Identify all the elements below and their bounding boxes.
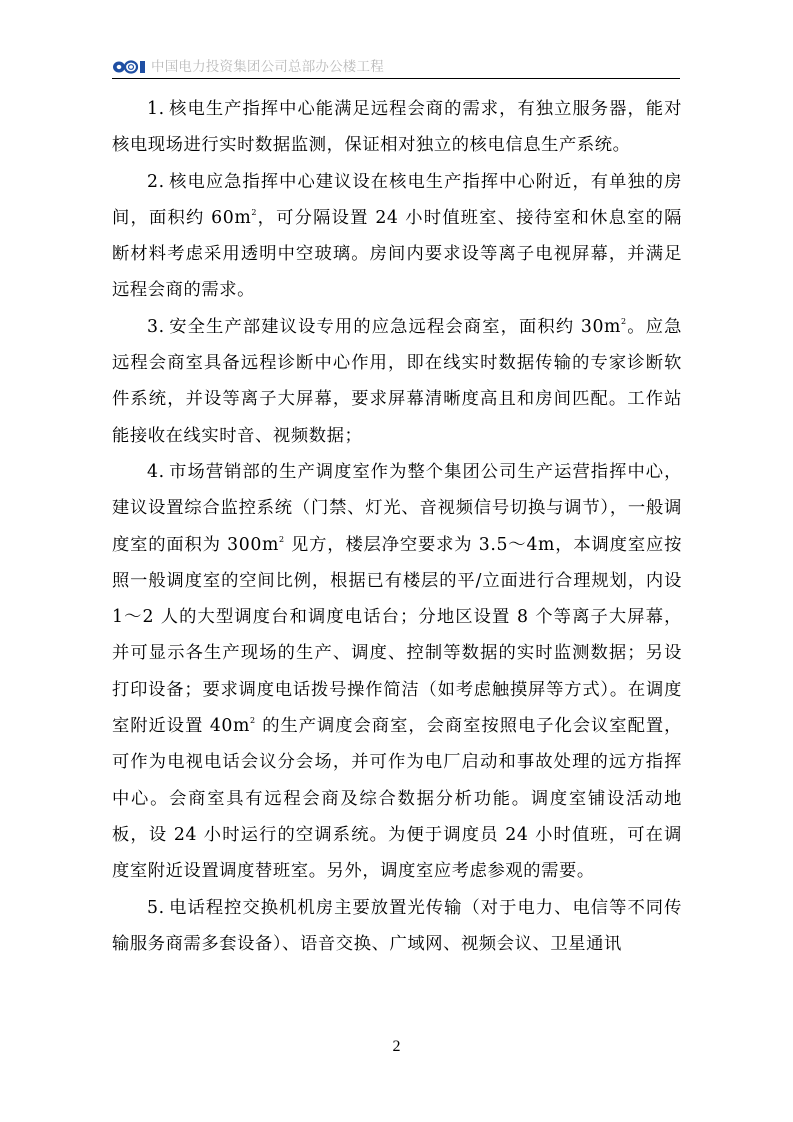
superscript: 2	[250, 716, 256, 726]
paragraph-number: 3.	[147, 316, 165, 337]
paragraph-number: 2.	[147, 171, 165, 192]
paragraph-number: 5.	[147, 897, 165, 918]
document-body	[112, 91, 682, 962]
paragraph-5	[112, 890, 682, 963]
superscript: 2	[251, 207, 258, 217]
paragraph-text: 见方，楼层净空要求为 3.5～4m，本调度室应按照一般调度室的空间比例，根据已有楼层的平/立面进行合理规划，内设 1～2 人的大型调度台和调度电话台；分地区设置 8 个等离子大屏幕，并可显示各生产现场的生产、调度、控制等数据的实时监测数据；另设打印设备；要求调度电话拨号操作简洁（如考虑触摸屏等方式）。在调度室附近设置 40m	[112, 534, 683, 737]
paragraph-text: 市场营销部的生产调度室作为整个集团公司生产运营指挥中心，建议设置综合监控系统（门禁、灯光、音视频信号切换与调节），一般调度室的面积为 300m	[112, 461, 682, 555]
cpi-logo-icon	[112, 59, 148, 75]
paragraph-text: 的生产调度会商室，会商室按照电子化会议室配置，可作为电视电话会议分会场，并可作为电厂启动和事故处理的远方指挥中心。会商室具有远程会商及综合数据分析功能。调度室铺设活动地板，设 24 小时运行的空调系统。为便于调度员 24 小时值班，可在调度室附近设置调度替班室。另外，调度室应考虑参观的需要。	[112, 716, 682, 882]
paragraph-text: ，可分隔设置 24 小时值班室、接待室和休息室的隔断材料考虑采用透明中空玻璃。房间内要求设等离子电视屏幕，并满足远程会商的需求。	[112, 207, 682, 301]
paragraph-4	[112, 454, 682, 890]
superscript: 2	[278, 534, 285, 544]
paragraph-text: 电话程控交换机机房主要放置光传输（对于电力、电信等不同传输服务商需多套设备）、语音交换、广域网、视频会议、卫星通讯	[112, 897, 682, 954]
superscript: 2	[621, 316, 627, 326]
paragraph-number: 4.	[147, 461, 165, 482]
header-divider	[112, 78, 680, 79]
page-number: 2	[392, 1038, 401, 1055]
paragraph-text: 核电生产指挥中心能满足远程会商的需求，有独立服务器，能对核电现场进行实时数据监测，保证相对独立的核电信息生产系统。	[112, 99, 682, 156]
paragraph-2	[112, 164, 682, 309]
page-header	[112, 57, 680, 77]
paragraph-number: 1.	[147, 99, 165, 119]
paragraph-text: 安全生产部建议设专用的应急远程会商室，面积约 30m	[168, 316, 622, 337]
paragraph-3	[112, 309, 682, 454]
header-title: 中国电力投资集团公司总部办公楼工程	[151, 59, 384, 75]
paragraph-text: 核电应急指挥中心建议设在核电生产指挥中心附近，有单独的房间，面积约 60m	[112, 171, 682, 228]
paragraph-text: 。应急远程会商室具备远程诊断中心作用，即在线实时数据传输的专家诊断软件系统，并设等离子大屏幕，要求屏幕清晰度高且和房间匹配。工作站能接收在线实时音、视频数据；	[112, 316, 682, 446]
paragraph-1	[112, 91, 682, 164]
